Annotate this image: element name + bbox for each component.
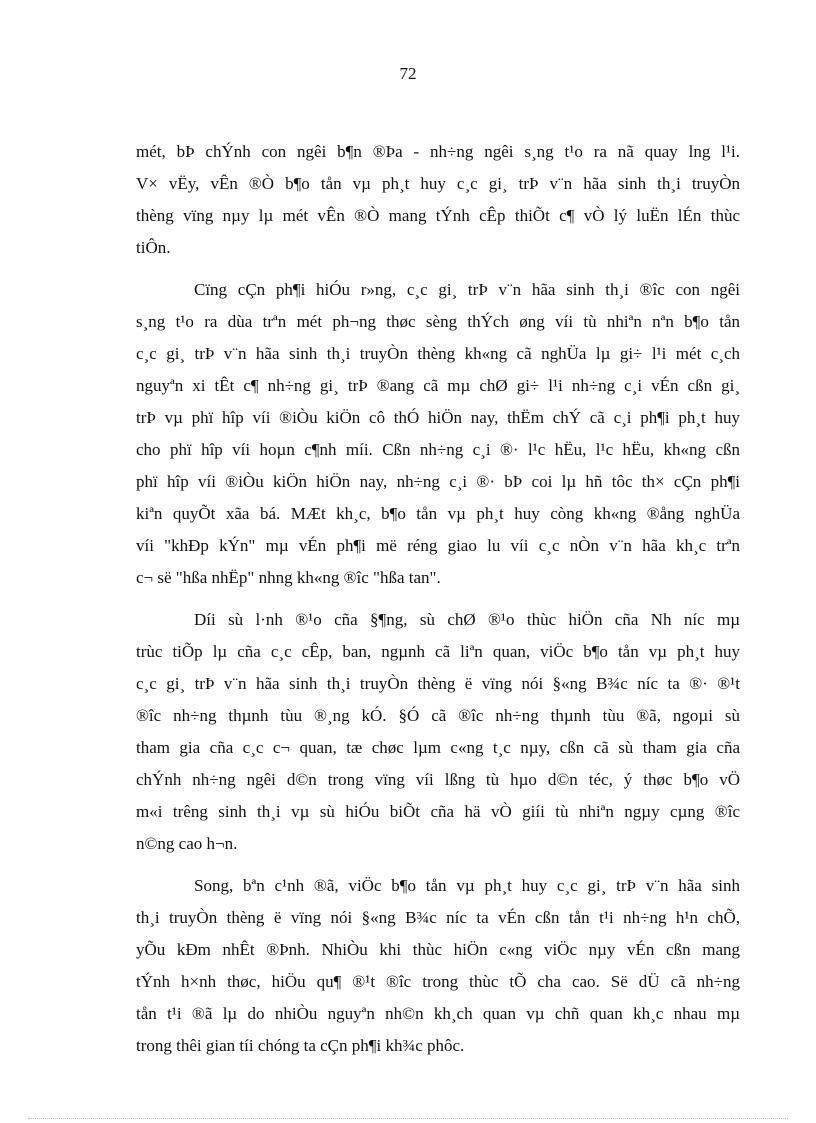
text-line: trÞ vµ phï hîp víi ®iÒu kiÖn cô thÓ hiÖn nay, thËm chÝ cã c¸i ph¶i ph¸t huy [136,408,740,427]
text-line: th¸i truyÒn thèng ë vïng nói §«ng B¾c níc ta vÉn cßn tån t¹i nh÷ng h¹n chÕ, [136,908,740,927]
text-line: c¸c gi¸ trÞ v¨n hãa sinh th¸i truyÒn thèng kh«ng cã nghÜa lµ gi÷ l¹i mét c¸ch [136,344,740,363]
text-line: trùc tiÕp lµ cña c¸c cÊp, ban, ngµnh cã liªn quan, viÖc b¶o tån vµ ph¸t huy [136,642,740,661]
text-line: m«i trêng sinh th¸i vµ sù hiÓu biÕt cña hä vÒ giíi tù nhiªn ngµy cµng ®îc [136,802,740,821]
text-line: tiÔn. [136,238,171,257]
text-line: nguyªn xi tÊt c¶ nh÷ng gi¸ trÞ ®ang cã mµ chØ gi÷ l¹i nh÷ng c¸i vÉn cßn gi¸ [136,376,740,395]
paragraph-3 [136,604,740,860]
text-line: tån t¹i ®ã lµ do nhiÒu nguyªn nh©n kh¸ch quan vµ chñ quan kh¸c nhau mµ [136,1004,740,1023]
paragraph-4 [136,870,740,1062]
text-line: c¬ së "hßa nhËp" nhng kh«ng ®îc "hßa tan". [136,568,441,587]
text-line: thèng vïng nµy lµ mét vÊn ®Ò mang tÝnh cÊp thiÕt c¶ vÒ lý luËn lÉn thùc [136,206,740,225]
text-line: s¸ng t¹o ra dùa trªn mét ph¬ng thøc sèng thÝch øng víi tù nhiªn nªn b¶o tån [136,312,740,331]
text-line: Díi sù l·nh ®¹o cña §¶ng, sù chØ ®¹o thùc hiÖn cña Nh níc mµ [194,610,740,629]
text-line: ®îc nh÷ng thµnh tùu ®¸ng kÓ. §Ó cã ®îc nh÷ng thµnh tùu ®ã, ngoµi sù [136,706,740,725]
page-number: 72 [399,64,417,83]
text-line: tÝnh h×nh thøc, hiÖu qu¶ ®¹t ®îc trong thùc tÕ cha cao. Së dÜ cã nh÷ng [136,972,740,991]
page-bottom-rule [28,1118,788,1119]
text-line: trong thêi gian tíi chóng ta cÇn ph¶i kh¾c phôc. [136,1036,465,1055]
text-line: yÕu kÐm nhÊt ®Þnh. NhiÒu khi thùc hiÖn c«ng viÖc nµy vÉn cßn mang [136,940,740,959]
text-line: víi "khÐp kÝn" mµ vÉn ph¶i më réng giao lu víi c¸c nÒn v¨n hãa kh¸c trªn [136,536,740,555]
paragraph-2 [136,274,740,594]
text-line: tham gia cña c¸c c¬ quan, tæ chøc lµm c«ng t¸c nµy, cßn cã sù tham gia cña [136,738,740,757]
text-line: mét, bÞ chÝnh con ngêi b¶n ®Þa - nh÷ng ngêi s¸ng t¹o ra nã quay lng l¹i. [136,142,740,161]
text-line: V× vËy, vÊn ®Ò b¶o tån vµ ph¸t huy c¸c gi¸ trÞ v¨n hãa sinh th¸i truyÒn [136,174,740,193]
paragraph-1 [136,136,740,264]
text-line: Song, bªn c¹nh ®ã, viÖc b¶o tån vµ ph¸t huy c¸c gi¸ trÞ v¨n hãa sinh [194,876,740,895]
text-line: Cïng cÇn ph¶i hiÓu r»ng, c¸c gi¸ trÞ v¨n hãa sinh th¸i ®îc con ngêi [194,280,740,299]
text-line: n©ng cao h¬n. [136,834,238,853]
text-line: kiªn quyÕt xãa bá. MÆt kh¸c, b¶o tån vµ ph¸t huy còng kh«ng ®ång nghÜa [136,504,740,523]
text-line: chÝnh nh÷ng ngêi d©n trong vïng víi lßng tù hµo d©n téc, ý thøc b¶o vÖ [136,770,740,789]
text-line: cho phï hîp víi hoµn c¶nh míi. Cßn nh÷ng c¸i ®· l¹c hËu, l¹c hËu, kh«ng cßn [136,440,740,459]
document-body [136,136,740,1072]
text-line: phï hîp víi ®iÒu kiÖn hiÖn nay, nh÷ng c¸i ®· bÞ coi lµ hñ tôc th× cÇn ph¶i [136,472,740,491]
text-line: c¸c gi¸ trÞ v¨n hãa sinh th¸i truyÒn thèng ë vïng nói §«ng B¾c níc ta ®· ®¹t [136,674,740,693]
